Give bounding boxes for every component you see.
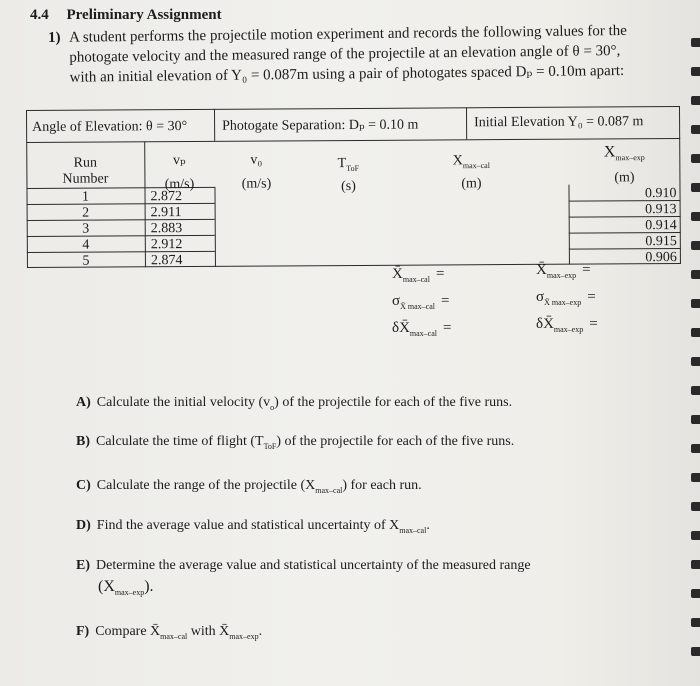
part-a: A) Calculate the initial velocity $(v_o)$ of the projectile for each of the five runs.: [76, 395, 513, 412]
xexp-header: $X_{max-exp}$ (m): [603, 143, 645, 186]
angle-header: Angle of Elevation: θ = 30°: [32, 119, 188, 135]
vp-value: 2.883: [150, 221, 183, 237]
elevation-header: Initial Elevation Y₀ = 0.087 m: [474, 114, 644, 131]
question-line: photogate velocity and the measured range of the projectile at an elevation angle of θ = 30°,: [69, 43, 621, 66]
run-number: 1: [81, 189, 90, 205]
part-d: D) Find the average value and statistical uncertainty of $X_{max-cal}$.: [76, 518, 430, 535]
tof-header: $T_{ToF}$ (s): [337, 156, 360, 194]
part-e-continued: $(X_{max-exp})$.: [98, 578, 154, 598]
run-header: Run Number: [62, 155, 109, 187]
section-title: Preliminary Assignment: [66, 7, 222, 23]
part-e: E) Determine the average value and statistical uncertainty of the measured range: [76, 558, 531, 573]
section-number: 4.4: [30, 7, 49, 23]
part-f: F) Compare $X̄_{max-cal}$ with $X̄_{max-exp}$.: [76, 624, 263, 641]
xcal-header: $X_{max-cal}$ (m): [452, 153, 490, 192]
vp-header: vₚ (m/s): [164, 153, 195, 193]
run-number: 4: [82, 237, 90, 253]
xexp-value: 0.915: [645, 234, 677, 250]
vp-value: 2.872: [150, 189, 183, 205]
stat-row: $X̄_{max-cal}$ =: [392, 266, 445, 284]
part-c: C) Calculate the range of the projectile $(X_{max-cal})$ for each run.: [76, 478, 422, 495]
vo-header: v₀ (m/s): [241, 152, 272, 192]
data-table: [26, 106, 681, 268]
xexp-value: 0.906: [645, 250, 677, 266]
xexp-value: 0.913: [645, 202, 677, 218]
run-number: 5: [82, 253, 90, 269]
stat-row: $\sigma_{X̄ max-cal}$ =: [392, 293, 450, 311]
separation-header: Photogate Separation: Dₚ = 0.10 m: [222, 117, 419, 134]
stat-row: $\sigma_{X̄ max-exp}$ =: [536, 289, 596, 307]
part-b: B) Calculate the time of flight $(T_{ToF})$ of the projectile for each of the five runs.: [76, 434, 515, 451]
xexp-value: 0.914: [645, 218, 677, 234]
question-line: A student performs the projectile motion experiment and records the following values for the: [69, 22, 627, 46]
vp-value: 2.912: [150, 237, 183, 253]
stat-row: $\delta X̄_{max-exp}$ =: [536, 316, 598, 334]
stat-row: $\delta X̄_{max-cal}$ =: [392, 320, 452, 338]
question-1: [48, 21, 649, 88]
run-number: 3: [82, 221, 90, 237]
question-number: 1): [48, 29, 61, 46]
xexp-value: 0.910: [644, 186, 677, 202]
run-number: 2: [82, 205, 90, 221]
vp-value: 2.911: [150, 205, 182, 221]
question-line: with an initial elevation of Y₀ = 0.087m using a pair of photogates spaced Dₚ = 0.10m apart:: [69, 62, 625, 86]
section-heading: [30, 7, 222, 24]
spiral-binding: [690, 0, 700, 686]
stat-row: $X̄_{max-exp}$ =: [536, 262, 591, 280]
vp-value: 2.874: [150, 253, 183, 269]
